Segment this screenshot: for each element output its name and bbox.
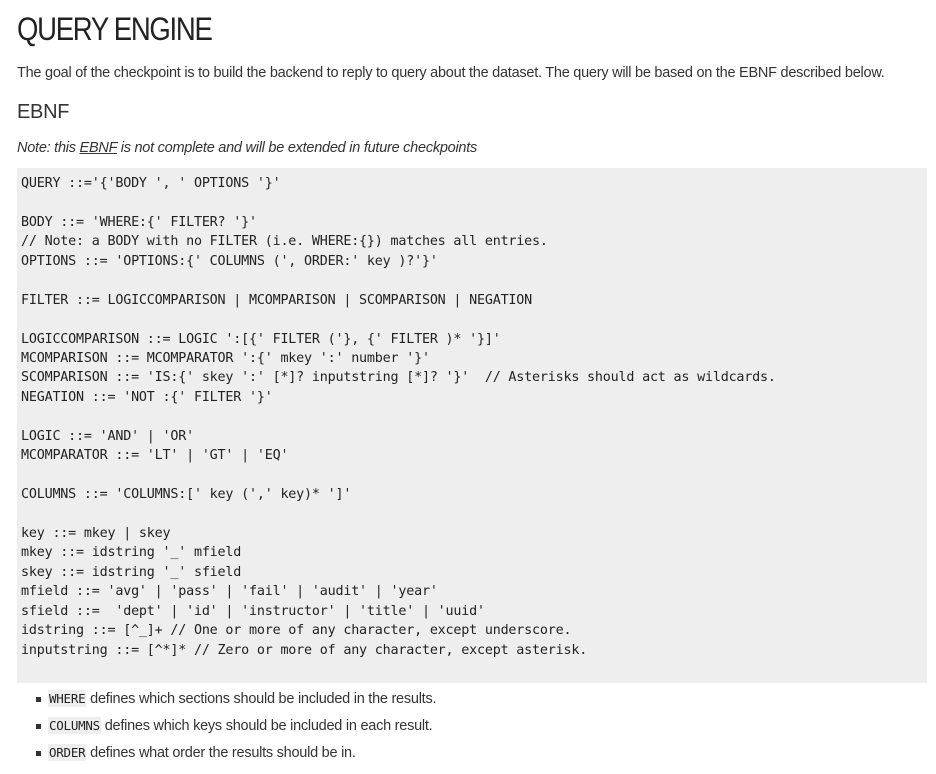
code-line: key ::= mkey | skey: [21, 525, 171, 541]
bullet-square-icon: [36, 697, 41, 702]
code-line: sfield ::= 'dept' | 'id' | 'instructor' | 'title' | 'uuid': [21, 603, 485, 619]
intro-paragraph: The goal of the checkpoint is to build the backend to reply to query about the dataset. The query will be based on the EBNF described below.: [17, 65, 885, 81]
code-line: FILTER ::= LOGICCOMPARISON | MCOMPARISON | SCOMPARISON | NEGATION: [21, 292, 533, 308]
list-item-text: defines which keys should be included in each result.: [100, 718, 433, 734]
note-suffix: is not complete and will be extended in future checkpoints: [116, 140, 478, 156]
code-line: [21, 504, 927, 523]
code-line: OPTIONS ::= 'OPTIONS:{' COLUMNS (', ORDER:' key )?'}': [21, 253, 438, 269]
where-keyword: WHERE: [49, 691, 86, 706]
order-keyword: ORDER: [49, 745, 86, 760]
code-line: mkey ::= idstring '_' mfield: [21, 545, 242, 561]
list-item-text: defines which sections should be included in the results.: [86, 691, 437, 707]
code-line: inputstring ::= [^*]* // Zero or more of any character, except asterisk.: [21, 642, 588, 658]
code-line: COLUMNS ::= 'COLUMNS:[' key (',' key)* ']': [21, 487, 352, 502]
ebnf-code-block: [17, 168, 927, 683]
bullet-square-icon: [36, 751, 41, 756]
code-line: [21, 466, 927, 485]
code-line: SCOMPARISON ::= 'IS:{' skey ':' [*]? inputstring [*]? '}' // Asterisks should act as wildcards.: [21, 370, 776, 386]
note-prefix: Note: this: [17, 140, 80, 156]
list-item-order: [0, 742, 436, 769]
code-line: NEGATION ::= 'NOT :{' FILTER '}': [21, 389, 273, 405]
code-line: [21, 407, 927, 426]
code-line: BODY ::= 'WHERE:{' FILTER? '}': [21, 214, 257, 230]
keyword-list: [0, 688, 436, 769]
code-line: LOGICCOMPARISON ::= LOGIC ':[{' FILTER ('}, {' FILTER )* '}]': [21, 331, 501, 347]
code-line: [21, 310, 927, 329]
code-line: skey ::= idstring '_' sfield: [21, 564, 242, 580]
code-line: [21, 271, 927, 290]
code-line: LOGIC ::= 'AND' | 'OR': [21, 428, 194, 444]
page-title: QUERY ENGINE: [17, 11, 212, 47]
ebnf-link[interactable]: EBNF: [79, 140, 117, 156]
note-paragraph: [17, 138, 477, 158]
list-item-where: [0, 688, 436, 715]
list-item-columns: [0, 715, 436, 742]
list-item-text: defines what order the results should be in.: [86, 745, 356, 761]
code-line: // Note: a BODY with no FILTER (i.e. WHERE:{}) matches all entries.: [21, 234, 548, 250]
code-line: MCOMPARISON ::= MCOMPARATOR ':{' mkey ':' number '}': [21, 350, 430, 366]
code-line: mfield ::= 'avg' | 'pass' | 'fail' | 'audit' | 'year': [21, 584, 438, 600]
columns-keyword: COLUMNS: [49, 718, 100, 733]
code-line: QUERY ::='{'BODY ', ' OPTIONS '}': [21, 176, 281, 191]
code-line: [21, 193, 927, 212]
code-line: MCOMPARATOR ::= 'LT' | 'GT' | 'EQ': [21, 448, 289, 464]
bullet-square-icon: [36, 724, 41, 729]
section-heading: EBNF: [17, 101, 70, 123]
code-line: idstring ::= [^_]+ // One or more of any character, except underscore.: [21, 623, 572, 639]
